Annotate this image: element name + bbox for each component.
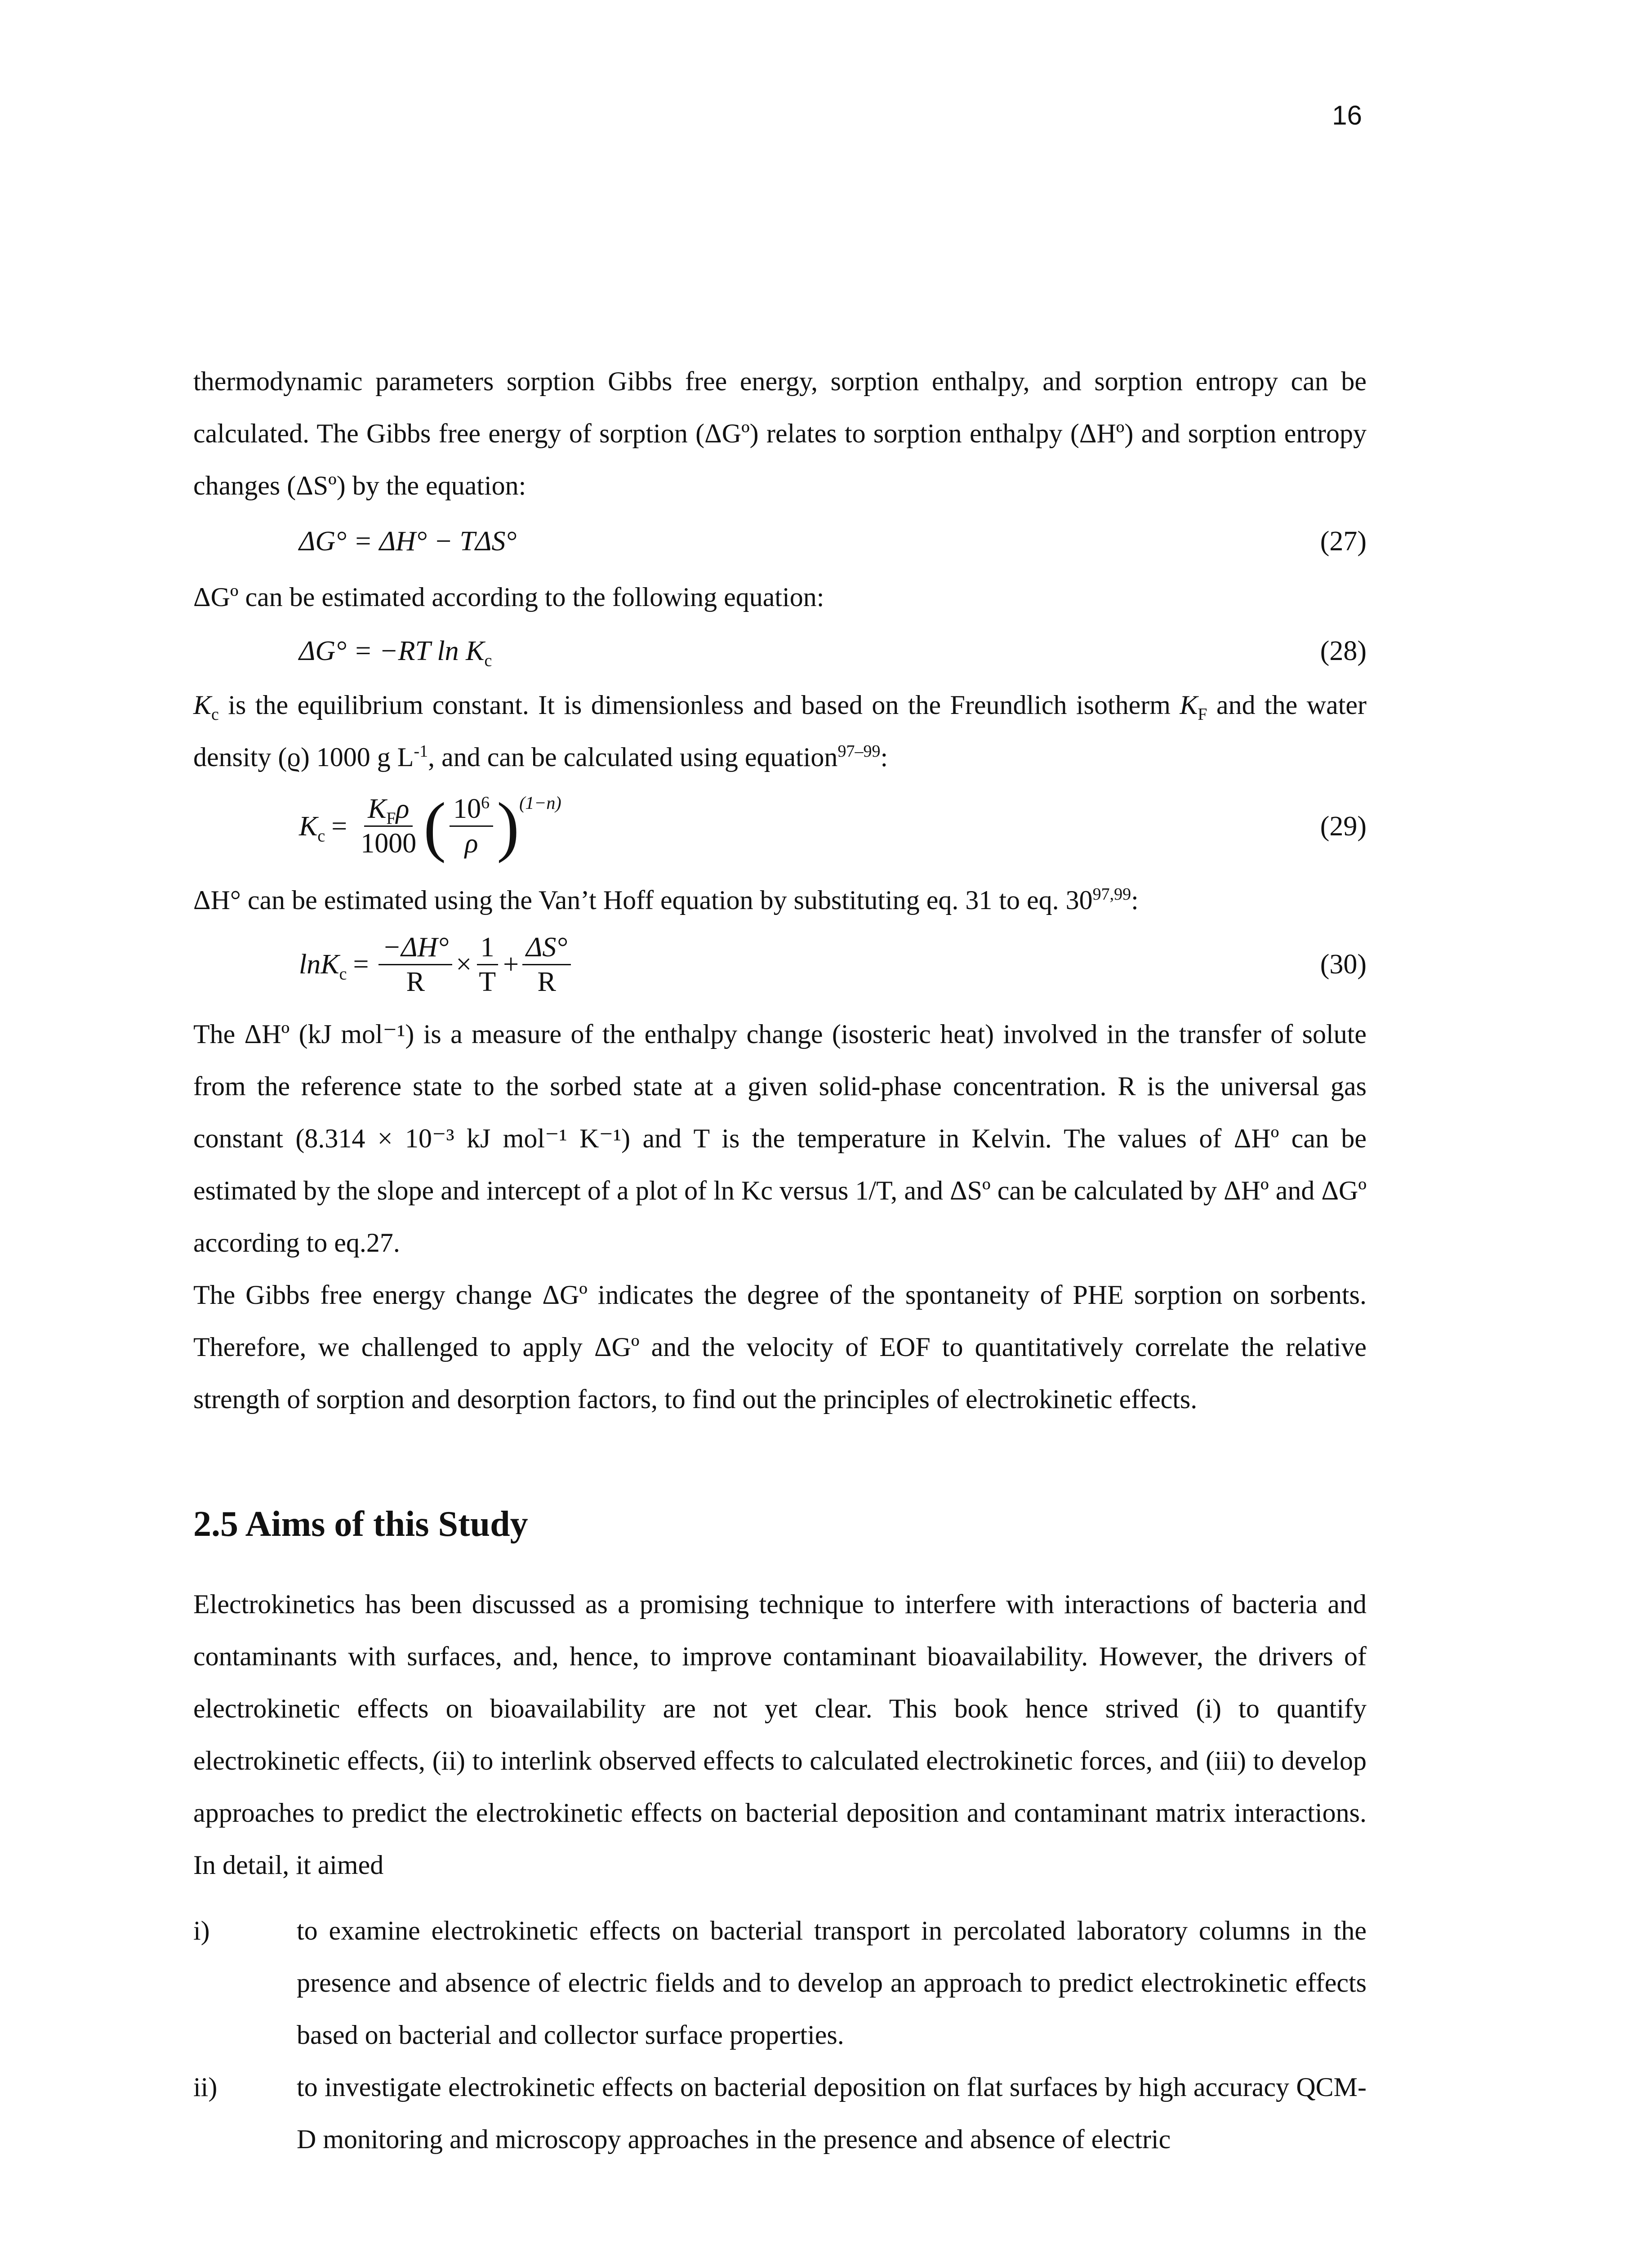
page-body bbox=[193, 355, 1367, 2165]
equation-30 bbox=[193, 931, 1367, 999]
paragraph-vant-hoff: ΔH° can be estimated using the Van’t Hoff equation by substituting eq. 31 to eq. 30$^{97,99}$: bbox=[193, 884, 1139, 915]
list-marker: i) bbox=[193, 1915, 210, 1945]
list-item-text: to examine electrokinetic effects on bacterial transport in percolated laboratory columns in the presence and absence of electric fields and to develop an approach to predict electrokinetic effects based on bacterial and collector surface properties. bbox=[297, 1915, 1367, 2050]
equation-29-expression: $K_c$ = $\frac{K_F\rho}{1000}$ ( $\frac{10^6}{\rho}$ ) (1−n) bbox=[299, 789, 561, 864]
list-item-text: to investigate electrokinetic effects on bacterial deposition on flat surfaces by high accuracy QCM-D monitoring and microscopy approaches in the presence and absence of electric bbox=[297, 2072, 1367, 2154]
list-item bbox=[193, 1905, 1367, 2061]
paragraph-gibbs-estimation: ΔGº can be estimated according to the following equation: bbox=[193, 582, 824, 612]
equation-30-expression: lnK$_c$ = $\frac{-\Delta H^\circ}{R}$ × $\frac{1}{T}$ + $\frac{\Delta S^\circ}{R}$ bbox=[299, 931, 574, 999]
equation-28 bbox=[193, 625, 1367, 677]
equation-27-number: (27) bbox=[1320, 526, 1367, 557]
list-item bbox=[193, 2061, 1367, 2165]
aims-list bbox=[193, 1905, 1367, 2165]
paragraph-enthalpy-measure: The ΔHº (kJ mol⁻¹) is a measure of the enthalpy change (isosteric heat) involved in the transfer of solute from the reference state to the sorbed state at a given solid-phase concentration. R is the universal gas constant (8.314 × 10⁻³ kJ mol⁻¹ K⁻¹) and T is the temperature in Kelvin. The values of ΔHº can be estimated by the slope and intercept of a plot of ln Kc versus 1/T, and ΔSº can be calculated by ΔHº and ΔGº according to eq.27. bbox=[193, 1019, 1367, 1258]
equation-27 bbox=[193, 515, 1367, 567]
paragraph-gibbs-spontaneity: The Gibbs free energy change ΔGº indicates the degree of the spontaneity of PHE sorption on sorbents. Therefore, we challenged to apply ΔGº and the velocity of EOF to quantitatively correlate the relative strength of sorption and desorption factors, to find out the principles of electrokinetic effects. bbox=[193, 1280, 1367, 1414]
equation-28-expression: ΔG° = −RT $\ln K_c$ bbox=[299, 636, 492, 670]
equation-30-number: (30) bbox=[1320, 949, 1367, 980]
paragraph-equilibrium-constant: $K_c$ is the equilibrium constant. It is dimensionless and based on the Freundlich isotherm $K_F$ and the water density (ϱ) 1000 g $L^{-1}$, and can be calculated using equation$^{97-99}$: bbox=[193, 690, 1367, 772]
equation-28-number: (28) bbox=[1320, 636, 1367, 666]
equation-29-number: (29) bbox=[1320, 811, 1367, 842]
equation-29 bbox=[193, 789, 1367, 864]
list-marker: ii) bbox=[193, 2072, 218, 2102]
paragraph-thermodynamic-intro: thermodynamic parameters sorption Gibbs free energy, sorption enthalpy, and sorption entropy can be calculated. The Gibbs free energy of sorption (ΔGº) relates to sorption enthalpy (ΔHº) and sorption entropy changes (ΔSº) by the equation: bbox=[193, 366, 1367, 500]
section-heading-aims: 2.5 Aims of this Study bbox=[193, 1504, 528, 1544]
equation-27-expression: ΔG° = ΔH° − TΔS° bbox=[299, 526, 517, 557]
page-number: 16 bbox=[1332, 100, 1362, 130]
paragraph-electrokinetics-aims: Electrokinetics has been discussed as a promising technique to interfere with interactions of bacteria and contaminants with surfaces, and, hence, to improve contaminant bioavailability. However, the drivers of electrokinetic effects on bioavailability are not yet clear. This book hence strived (i) to quantify electrokinetic effects, (ii) to interlink observed effects to calculated electrokinetic forces, and (iii) to develop approaches to predict the electrokinetic effects on bacterial deposition and contaminant matrix interactions. In detail, it aimed bbox=[193, 1589, 1367, 1880]
